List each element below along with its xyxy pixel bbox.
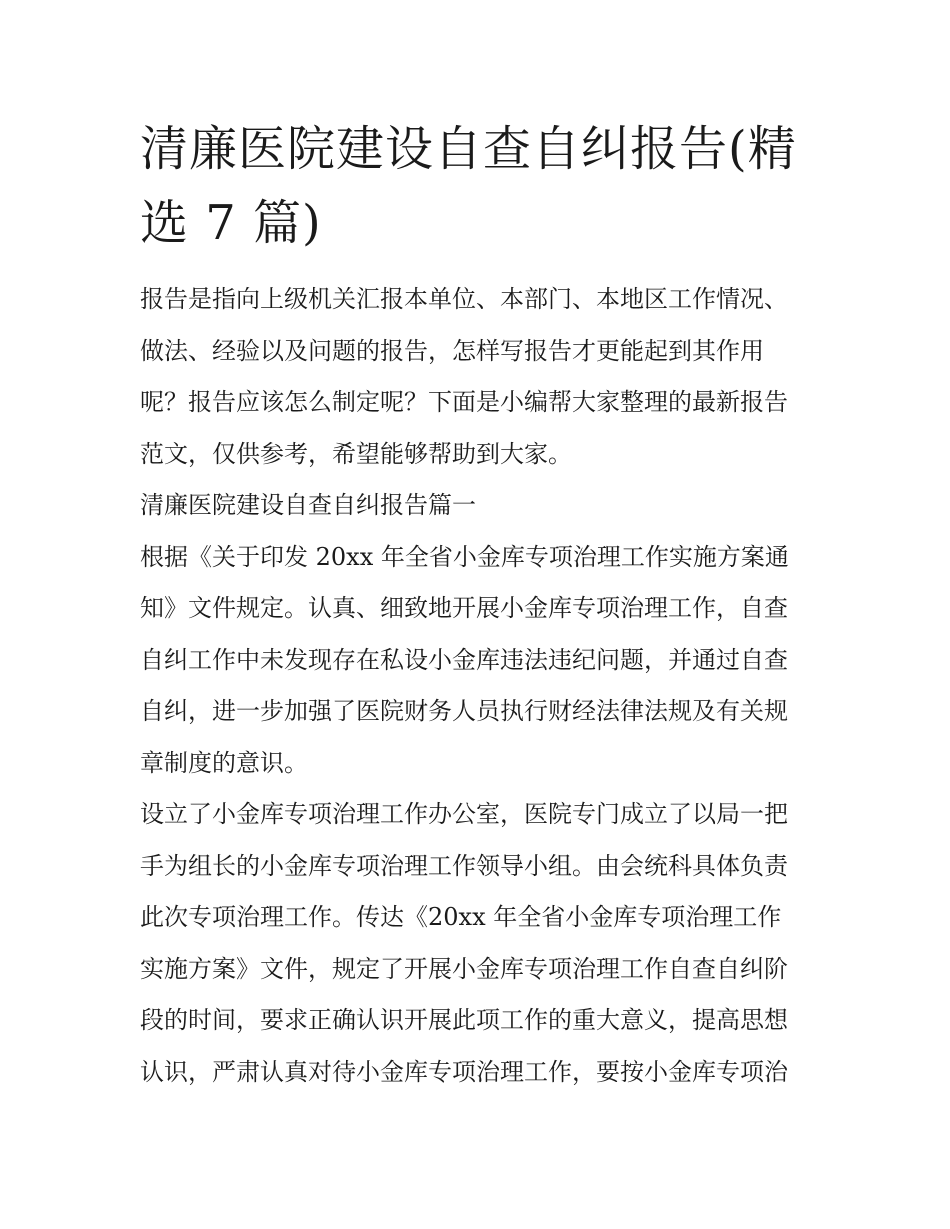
text-line: 呢？报告应该怎么制定呢？下面是小编帮大家整理的最新报告 bbox=[140, 388, 788, 416]
section-heading-text: 清廉医院建设自查自纠报告篇一 bbox=[140, 491, 476, 519]
text-line: 报告是指向上级机关汇报本单位、本部门、本地区工作情况、 bbox=[140, 285, 788, 313]
document-page bbox=[140, 112, 820, 1098]
text-line: 自纠工作中未发现存在私设小金库违法违纪问题，并通过自查 bbox=[140, 645, 788, 674]
body-paragraph-1 bbox=[140, 532, 820, 790]
text-line: 知》文件规定。认真、细致地开展小金库专项治理工作，自查 bbox=[140, 594, 788, 622]
body-paragraph-2 bbox=[140, 789, 820, 1098]
text-line: 做法、经验以及问题的报告，怎样写报告才更能起到其作用 bbox=[140, 336, 764, 365]
text-line: 认识，严肃认真对待小金库专项治理工作，要按小金库专项治 bbox=[140, 1057, 788, 1086]
intro-paragraph bbox=[140, 274, 820, 480]
text-line: 手为组长的小金库专项治理工作领导小组。由会统科具体负责 bbox=[140, 851, 788, 880]
text-line: 实施方案》文件，规定了开展小金库专项治理工作自查自纠阶 bbox=[140, 954, 788, 983]
text-line: 自纠，进一步加强了医院财务人员执行财经法律法规及有关规 bbox=[140, 697, 788, 725]
section-heading bbox=[140, 480, 820, 532]
text-line: 此次专项治理工作。传达《20xx 年全省小金库专项治理工作 bbox=[140, 903, 782, 931]
text-line: 段的时间，要求正确认识开展此项工作的重大意义，提高思想 bbox=[140, 1006, 788, 1034]
title-line-2: 选 7 篇) bbox=[140, 195, 322, 251]
document-title bbox=[140, 112, 820, 260]
text-line: 章制度的意识。 bbox=[140, 748, 308, 777]
title-line-1: 清廉医院建设自查自纠报告(精 bbox=[140, 121, 797, 177]
text-line: 设立了小金库专项治理工作办公室，医院专门成立了以局一把 bbox=[140, 800, 788, 828]
text-line: 根据《关于印发 20xx 年全省小金库专项治理工作实施方案通 bbox=[140, 542, 789, 571]
text-line: 范文，仅供参考，希望能够帮助到大家。 bbox=[140, 439, 572, 468]
